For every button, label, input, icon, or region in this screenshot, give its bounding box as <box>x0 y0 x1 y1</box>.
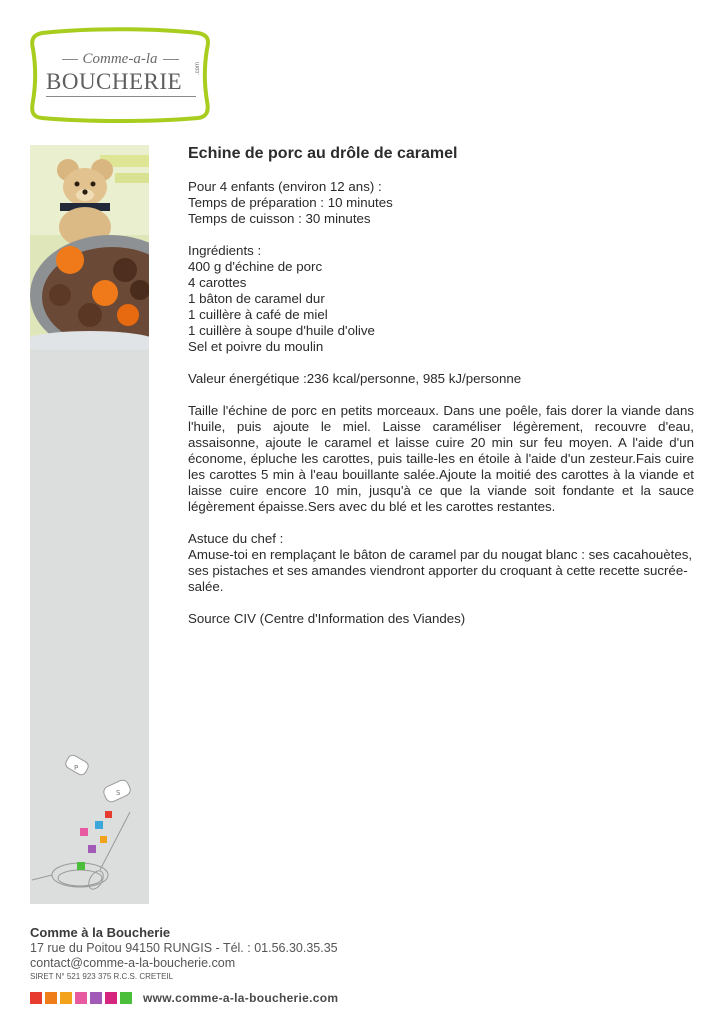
shaker-label-p: P <box>74 764 79 772</box>
chef-tip-text: Amuse-toi en remplaçant le bâton de caramel par du nougat blanc : ses cacahouètes, ses pistaches et ses amandes viendront apporter du croquant à cette recette sucrée-salée. <box>188 547 693 594</box>
instructions-paragraph: Taille l'échine de porc en petits morceaux. Dans une poêle, fais dorer la viande dans l'huile, puis ajoute le miel. Laisse caraméliser légèrement, recouvre d'eau, assaisonne, ajoute le caramel et laisse cuire 20 min sur feu moyen. A l'aide d'un économe, épluche les carottes, puis taille-les en étoile à l'aide d'un zesteur.Fais cuire les carottes 5 min à l'eau bouillante salée.Ajoute la moitié des carottes à la viande et laisse cuire encore 10 min, jusqu'à ce que la viande soit fondante et la sauce légèrement épaisse.Sers avec du blé et les carottes restantes. <box>188 403 694 514</box>
color-square <box>90 992 102 1004</box>
footer-siret: SIRET N° 521 923 375 R.C.S. CRETEIL <box>30 972 174 981</box>
prep-time-line: Temps de préparation : 10 minutes <box>188 195 393 210</box>
cooking-illustration <box>30 350 149 904</box>
servings-line: Pour 4 enfants (environ 12 ans) : <box>188 179 382 194</box>
cook-time-line: Temps de cuisson : 30 minutes <box>188 211 371 226</box>
recipe-title: Echine de porc au drôle de caramel <box>188 145 458 162</box>
brand-logo <box>28 27 212 123</box>
color-square <box>75 992 87 1004</box>
ingredient-item: Sel et poivre du moulin <box>188 339 324 354</box>
ingredient-item: 400 g d'échine de porc <box>188 259 323 274</box>
sidebar-panel <box>30 350 149 904</box>
footer-bottom-row <box>30 992 430 1006</box>
logo-dotcom: .com <box>195 61 201 75</box>
footer-website-link[interactable]: www.comme-a-la-boucherie.com <box>143 991 339 1005</box>
recipe-intro <box>188 179 694 227</box>
color-square <box>60 992 72 1004</box>
footer-address: 17 rue du Poitou 94150 RUNGIS - Tél. : 01.56.30.35.35 <box>30 941 338 955</box>
logo-script-text: Comme-a-la <box>28 51 212 68</box>
footer-company-name: Comme à la Boucherie <box>30 925 171 940</box>
color-square <box>30 992 42 1004</box>
ingredients-heading: Ingrédients : <box>188 243 262 258</box>
logo-brand-text: BOUCHERIE <box>46 69 183 94</box>
chef-tip-section <box>188 531 694 595</box>
ingredients-section <box>188 243 694 355</box>
ingredient-item: 1 bâton de caramel dur <box>188 291 325 306</box>
chef-tip-heading: Astuce du chef : <box>188 531 284 546</box>
logo-underline <box>46 96 196 97</box>
color-square <box>105 992 117 1004</box>
page-footer <box>30 925 430 1005</box>
color-square <box>45 992 57 1004</box>
ingredient-item: 1 cuillère à café de miel <box>188 307 328 322</box>
recipe-source: Source CIV (Centre d'Information des Viandes) <box>188 611 466 626</box>
recipe-content <box>188 144 694 643</box>
ingredient-item: 1 cuillère à soupe d'huile d'olive <box>188 323 375 338</box>
color-square <box>120 992 132 1004</box>
footer-email-link[interactable]: contact@comme-a-la-boucherie.com <box>30 956 236 970</box>
recipe-photo <box>30 145 149 350</box>
shaker-label-s: S <box>116 789 121 797</box>
ingredient-item: 4 carottes <box>188 275 247 290</box>
energy-value: Valeur énergétique :236 kcal/personne, 985 kJ/personne <box>188 371 522 386</box>
